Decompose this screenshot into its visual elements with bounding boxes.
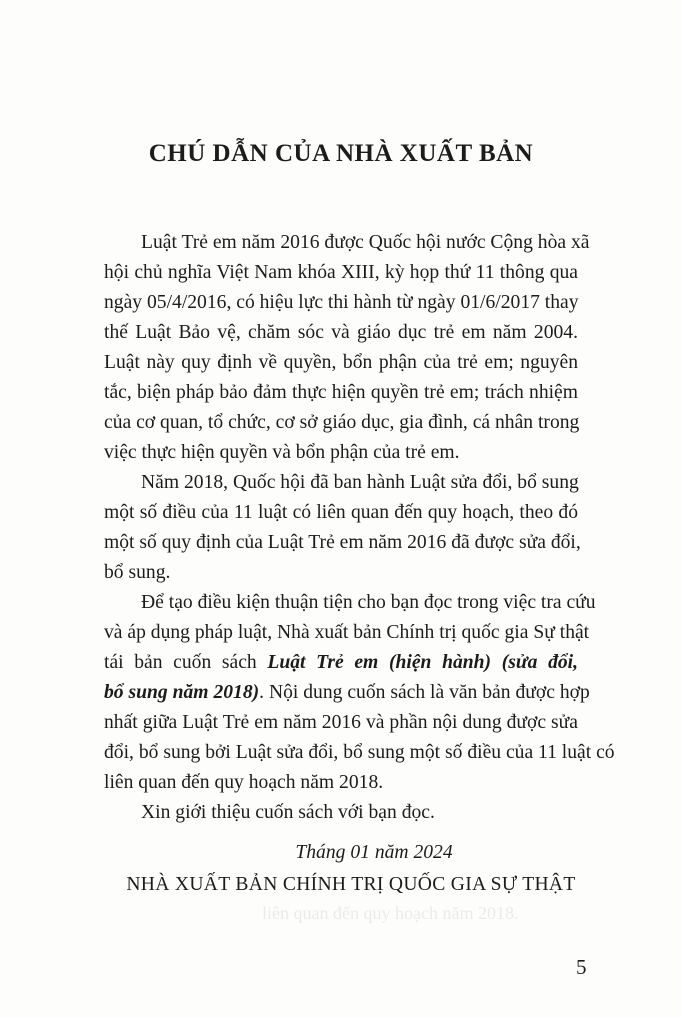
text: . Nội dung cuốn sách là văn bản được hợp xyxy=(259,682,590,703)
text-line: một số điều của 11 luật có liên quan đến quy hoạch, theo đó xyxy=(104,502,578,523)
book-title: bổ sung năm 2018) xyxy=(104,682,260,703)
paragraph-1 xyxy=(104,228,590,468)
show-through-text: liên quan đến quy hoạch năm 2018. xyxy=(262,903,519,923)
text-line: Xin giới thiệu cuốn sách với bạn đọc. xyxy=(141,802,435,823)
text-line: nhất giữa Luật Trẻ em năm 2016 và phần nội dung được sửa xyxy=(104,712,578,733)
paragraph-4 xyxy=(104,798,578,828)
text-line: đổi, bổ sung bởi Luật sửa đổi, bổ sung một số điều của 11 luật có xyxy=(104,742,615,763)
text-line: Luật này quy định về quyền, bổn phận của trẻ em; nguyên xyxy=(104,352,578,373)
text-line xyxy=(104,678,590,708)
page-title: CHÚ DẪN CỦA NHÀ XUẤT BẢN xyxy=(148,140,534,167)
text-line: Năm 2018, Quốc hội đã ban hành Luật sửa đổi, bổ sung xyxy=(141,472,579,493)
text-line: Luật Trẻ em năm 2016 được Quốc hội nước Cộng hòa xã xyxy=(141,232,590,253)
book-title: Luật Trẻ em (hiện hành) (sửa đổi, xyxy=(267,652,579,673)
page-number: 5 xyxy=(576,955,587,979)
paragraph-2 xyxy=(104,468,581,588)
paragraph-3 xyxy=(104,588,615,798)
publisher-signature: NHÀ XUẤT BẢN CHÍNH TRỊ QUỐC GIA SỰ THẬT xyxy=(126,874,576,895)
text-line: Để tạo điều kiện thuận tiện cho bạn đọc trong việc tra cứu xyxy=(141,592,596,613)
text-line: việc thực hiện quyền và bổn phận của trẻ em. xyxy=(104,442,460,463)
text-line: hội chủ nghĩa Việt Nam khóa XIII, kỳ họp thứ 11 thông qua xyxy=(104,262,578,283)
text-line: bổ sung. xyxy=(104,562,171,583)
text-line: một số quy định của Luật Trẻ em năm 2016 đã được sửa đổi, xyxy=(104,532,581,553)
text-line: thế Luật Bảo vệ, chăm sóc và giáo dục trẻ em năm 2004. xyxy=(104,322,578,343)
text-line: tắc, biện pháp bảo đảm thực hiện quyền trẻ em; trách nhiệm xyxy=(104,382,578,403)
text-line: liên quan đến quy hoạch năm 2018. xyxy=(104,772,384,793)
text-line: ngày 05/4/2016, có hiệu lực thi hành từ ngày 01/6/2017 thay xyxy=(104,292,579,313)
text: tái bản cuốn sách xyxy=(104,652,268,673)
text-line: của cơ quan, tổ chức, cơ sở giáo dục, gia đình, cá nhân trong xyxy=(104,412,580,433)
text-line xyxy=(104,648,578,678)
date-line: Tháng 01 năm 2024 xyxy=(295,842,453,863)
body-text xyxy=(104,228,615,828)
text-line: và áp dụng pháp luật, Nhà xuất bản Chính trị quốc gia Sự thật xyxy=(104,622,590,643)
